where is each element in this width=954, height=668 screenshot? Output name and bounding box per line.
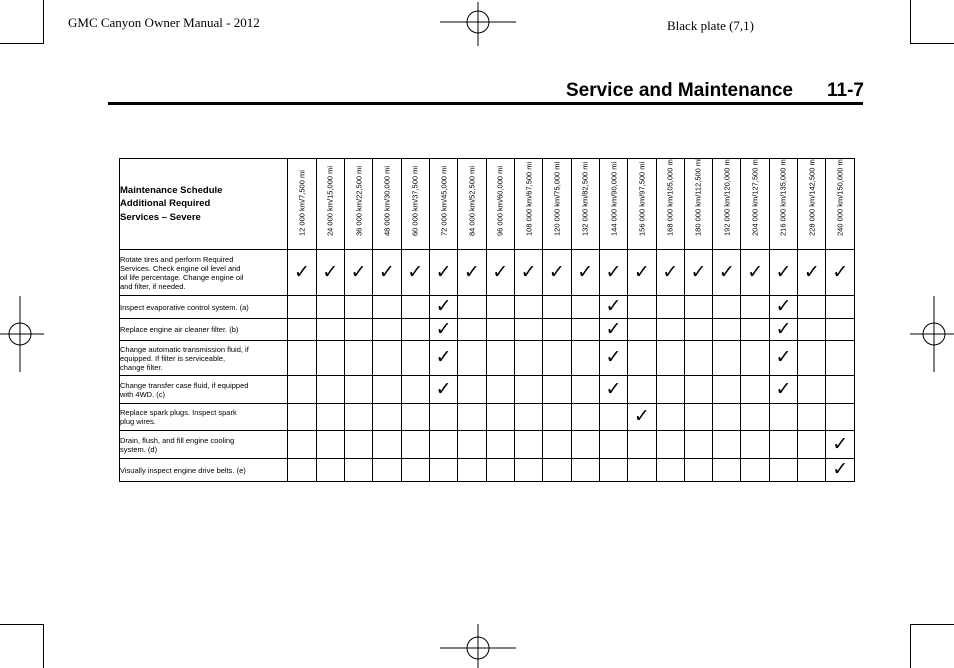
- schedule-cell: [826, 459, 855, 482]
- schedule-cell: [373, 431, 401, 459]
- schedule-cell: [656, 459, 684, 482]
- schedule-cell: [316, 431, 344, 459]
- interval-column-header: [798, 159, 826, 250]
- schedule-cell: [571, 296, 599, 319]
- check-mark-icon: ✓: [435, 296, 452, 317]
- schedule-cell: [543, 431, 571, 459]
- heading-rule: [108, 102, 863, 105]
- interval-column-header: [741, 159, 769, 250]
- service-description: [120, 376, 288, 404]
- section-title: Service and Maintenance: [565, 80, 794, 101]
- service-description: [120, 404, 288, 431]
- schedule-cell: [571, 376, 599, 404]
- schedule-cell: [656, 431, 684, 459]
- plate-label: Black plate (7,1): [667, 18, 754, 33]
- schedule-cell: [684, 319, 712, 341]
- schedule-cell: [798, 459, 826, 482]
- schedule-cell: [798, 431, 826, 459]
- schedule-cell: [316, 376, 344, 404]
- schedule-cell: [429, 431, 457, 459]
- interval-column-header: [401, 159, 429, 250]
- service-description: [120, 319, 288, 341]
- schedule-cell: [599, 341, 627, 376]
- schedule-cell: [571, 431, 599, 459]
- schedule-cell: [628, 319, 656, 341]
- schedule-cell: [826, 341, 855, 376]
- schedule-cell: [628, 296, 656, 319]
- schedule-cell: [741, 250, 769, 296]
- schedule-cell: [344, 250, 372, 296]
- schedule-cell: [486, 341, 514, 376]
- check-mark-icon: ✓: [492, 261, 509, 283]
- check-mark-icon: ✓: [435, 318, 452, 340]
- check-mark-icon: ✓: [548, 261, 565, 283]
- service-text-line: Drain, flush, and fill engine cooling: [120, 435, 235, 445]
- schedule-cell: [373, 319, 401, 341]
- schedule-cell: [599, 431, 627, 459]
- table-header-row: [120, 159, 855, 250]
- registration-mark-right: [910, 296, 954, 372]
- service-description: [120, 431, 288, 459]
- schedule-cell: [543, 319, 571, 341]
- schedule-cell: [741, 376, 769, 404]
- service-text-line: system. (d): [120, 444, 158, 454]
- check-mark-icon: ✓: [718, 261, 735, 283]
- interval-label: 108 000 km/67,500 mi: [524, 161, 534, 236]
- schedule-cell: [769, 459, 797, 482]
- schedule-cell: [401, 250, 429, 296]
- check-mark-icon: ✓: [662, 261, 679, 283]
- check-mark-icon: ✓: [775, 347, 792, 368]
- schedule-cell: [769, 296, 797, 319]
- schedule-cell: [571, 319, 599, 341]
- schedule-cell: [486, 250, 514, 296]
- schedule-cell: [401, 341, 429, 376]
- check-mark-icon: ✓: [378, 261, 395, 283]
- table-corner-label: [120, 159, 288, 250]
- table-row: [120, 431, 855, 459]
- schedule-cell: [514, 319, 542, 341]
- interval-label: 216 000 km/135,000 mi: [778, 157, 788, 236]
- interval-column-header: [713, 159, 741, 250]
- interval-column-header: [316, 159, 344, 250]
- corner-line: Services – Severe: [120, 211, 201, 223]
- service-text-line: equipped. If filter is serviceable,: [120, 353, 226, 363]
- check-mark-icon: ✓: [577, 261, 594, 283]
- check-mark-icon: ✓: [293, 261, 310, 283]
- schedule-cell: [514, 431, 542, 459]
- check-mark-icon: ✓: [605, 261, 622, 283]
- interval-label: 192 000 km/120,000 mi: [722, 157, 732, 236]
- schedule-cell: [684, 404, 712, 431]
- schedule-cell: [769, 341, 797, 376]
- schedule-cell: [628, 459, 656, 482]
- schedule-cell: [486, 459, 514, 482]
- schedule-cell: [458, 431, 486, 459]
- schedule-cell: [344, 341, 372, 376]
- schedule-cell: [344, 431, 372, 459]
- service-text-line: Rotate tires and perform Required: [120, 254, 234, 264]
- table-row: [120, 250, 855, 296]
- schedule-cell: [571, 459, 599, 482]
- schedule-cell: [656, 250, 684, 296]
- interval-column-header: [599, 159, 627, 250]
- schedule-cell: [571, 404, 599, 431]
- interval-label: 24 000 km/15,000 mi: [325, 165, 335, 236]
- schedule-cell: [628, 376, 656, 404]
- schedule-cell: [741, 404, 769, 431]
- interval-column-header: [628, 159, 656, 250]
- check-mark-icon: ✓: [832, 433, 849, 455]
- interval-column-header: [344, 159, 372, 250]
- schedule-cell: [769, 404, 797, 431]
- schedule-cell: [316, 459, 344, 482]
- crop-mark: [0, 624, 44, 625]
- schedule-cell: [543, 341, 571, 376]
- service-text-line: Change transfer case fluid, if equipped: [120, 380, 249, 390]
- check-mark-icon: ✓: [605, 347, 622, 368]
- service-text-line: Change automatic transmission fluid, if: [120, 344, 249, 354]
- schedule-cell: [713, 250, 741, 296]
- schedule-cell: [571, 341, 599, 376]
- schedule-cell: [684, 376, 712, 404]
- table-row: [120, 404, 855, 431]
- check-mark-icon: ✓: [832, 261, 849, 283]
- crop-mark: [910, 0, 911, 44]
- schedule-cell: [486, 431, 514, 459]
- page-number: 11-7: [827, 80, 864, 101]
- schedule-cell: [656, 296, 684, 319]
- interval-column-header: [656, 159, 684, 250]
- schedule-cell: [769, 250, 797, 296]
- schedule-cell: [769, 376, 797, 404]
- interval-label: 96 000 km/60,000 mi: [495, 165, 505, 236]
- check-mark-icon: ✓: [435, 347, 452, 368]
- interval-column-header: [429, 159, 457, 250]
- schedule-cell: [458, 319, 486, 341]
- schedule-cell: [599, 404, 627, 431]
- interval-label: 168 000 km/105,000 mi: [665, 157, 675, 236]
- registration-mark-top: [440, 2, 516, 46]
- table-row: [120, 376, 855, 404]
- schedule-cell: [741, 319, 769, 341]
- schedule-cell: [798, 250, 826, 296]
- schedule-cell: [288, 250, 316, 296]
- schedule-cell: [288, 404, 316, 431]
- schedule-cell: [344, 459, 372, 482]
- interval-label: 60 000 km/37,500 mi: [410, 165, 420, 236]
- schedule-cell: [571, 250, 599, 296]
- schedule-cell: [429, 296, 457, 319]
- crop-mark: [910, 624, 954, 625]
- service-description: [120, 341, 288, 376]
- schedule-cell: [458, 459, 486, 482]
- schedule-cell: [288, 376, 316, 404]
- schedule-cell: [741, 341, 769, 376]
- schedule-cell: [543, 296, 571, 319]
- schedule-cell: [656, 341, 684, 376]
- schedule-cell: [713, 376, 741, 404]
- check-mark-icon: ✓: [775, 296, 792, 317]
- check-mark-icon: ✓: [605, 296, 622, 317]
- table-row: [120, 296, 855, 319]
- schedule-cell: [684, 296, 712, 319]
- schedule-cell: [344, 296, 372, 319]
- schedule-cell: [769, 431, 797, 459]
- schedule-cell: [514, 296, 542, 319]
- schedule-cell: [458, 296, 486, 319]
- schedule-cell: [656, 319, 684, 341]
- schedule-cell: [741, 296, 769, 319]
- interval-column-header: [826, 159, 855, 250]
- schedule-cell: [401, 404, 429, 431]
- schedule-cell: [599, 296, 627, 319]
- schedule-cell: [599, 459, 627, 482]
- interval-label: 228 000 km/142,500 mi: [807, 157, 817, 236]
- crop-mark: [43, 0, 44, 44]
- check-mark-icon: ✓: [407, 261, 424, 283]
- schedule-cell: [373, 459, 401, 482]
- schedule-cell: [429, 459, 457, 482]
- schedule-cell: [628, 250, 656, 296]
- check-mark-icon: ✓: [775, 378, 792, 400]
- schedule-cell: [373, 404, 401, 431]
- table-row: [120, 459, 855, 482]
- check-mark-icon: ✓: [350, 261, 367, 283]
- schedule-cell: [514, 459, 542, 482]
- schedule-cell: [458, 250, 486, 296]
- check-mark-icon: ✓: [605, 378, 622, 400]
- schedule-cell: [401, 459, 429, 482]
- crop-mark: [43, 624, 44, 668]
- schedule-cell: [373, 341, 401, 376]
- schedule-cell: [401, 431, 429, 459]
- document-header: GMC Canyon Owner Manual - 2012: [68, 15, 260, 30]
- section-heading: [566, 80, 864, 102]
- schedule-cell: [826, 376, 855, 404]
- schedule-cell: [599, 250, 627, 296]
- schedule-cell: [401, 319, 429, 341]
- interval-label: 84 000 km/52,500 mi: [467, 165, 477, 236]
- schedule-cell: [713, 341, 741, 376]
- check-mark-icon: ✓: [435, 261, 452, 283]
- service-text-line: change filter.: [120, 362, 163, 372]
- interval-label: 156 000 km/97,500 mi: [637, 161, 647, 236]
- schedule-cell: [514, 341, 542, 376]
- schedule-cell: [514, 404, 542, 431]
- schedule-cell: [628, 404, 656, 431]
- schedule-cell: [798, 376, 826, 404]
- schedule-cell: [316, 404, 344, 431]
- schedule-cell: [543, 250, 571, 296]
- corner-line: Additional Required: [120, 198, 211, 210]
- schedule-cell: [514, 376, 542, 404]
- schedule-cell: [288, 319, 316, 341]
- schedule-cell: [373, 296, 401, 319]
- check-mark-icon: ✓: [832, 459, 849, 480]
- schedule-cell: [769, 319, 797, 341]
- check-mark-icon: ✓: [747, 261, 764, 283]
- schedule-cell: [514, 250, 542, 296]
- schedule-cell: [288, 296, 316, 319]
- table-row: [120, 319, 855, 341]
- registration-mark-bottom: [440, 624, 516, 668]
- schedule-cell: [656, 404, 684, 431]
- schedule-cell: [486, 319, 514, 341]
- check-mark-icon: ✓: [690, 261, 707, 283]
- schedule-cell: [798, 404, 826, 431]
- schedule-cell: [741, 459, 769, 482]
- schedule-cell: [826, 296, 855, 319]
- schedule-cell: [826, 431, 855, 459]
- interval-label: 36 000 km/22,500 mi: [354, 165, 364, 236]
- interval-label: 48 000 km/30,000 mi: [382, 165, 392, 236]
- interval-label: 180 000 km/112,500 mi: [693, 158, 703, 236]
- schedule-cell: [543, 459, 571, 482]
- schedule-cell: [713, 404, 741, 431]
- service-description: [120, 459, 288, 482]
- interval-column-header: [373, 159, 401, 250]
- check-mark-icon: ✓: [463, 261, 480, 283]
- schedule-cell: [543, 404, 571, 431]
- schedule-cell: [429, 376, 457, 404]
- service-text-line: Services. Check engine oil level and: [120, 263, 241, 273]
- interval-column-header: [571, 159, 599, 250]
- interval-column-header: [288, 159, 316, 250]
- schedule-cell: [628, 341, 656, 376]
- interval-column-header: [486, 159, 514, 250]
- service-description: [120, 250, 288, 296]
- service-text-line: Visually inspect engine drive belts. (e): [120, 465, 246, 475]
- crop-mark: [0, 43, 44, 44]
- schedule-cell: [401, 296, 429, 319]
- schedule-cell: [373, 376, 401, 404]
- schedule-cell: [316, 319, 344, 341]
- check-mark-icon: ✓: [803, 261, 820, 283]
- schedule-cell: [316, 296, 344, 319]
- interval-column-header: [684, 159, 712, 250]
- interval-label: 240 000 km/150,000 mi: [835, 157, 845, 236]
- service-text-line: oil life percentage. Change engine oil: [120, 272, 244, 282]
- check-mark-icon: ✓: [633, 406, 650, 427]
- schedule-cell: [599, 319, 627, 341]
- schedule-cell: [798, 296, 826, 319]
- schedule-cell: [486, 404, 514, 431]
- check-mark-icon: ✓: [775, 318, 792, 340]
- schedule-cell: [373, 250, 401, 296]
- schedule-cell: [344, 404, 372, 431]
- interval-label: 120 000 km/75,000 mi: [552, 161, 562, 236]
- schedule-cell: [344, 319, 372, 341]
- schedule-cell: [798, 319, 826, 341]
- schedule-cell: [798, 341, 826, 376]
- schedule-cell: [344, 376, 372, 404]
- interval-label: 72 000 km/45,000 mi: [439, 165, 449, 236]
- schedule-cell: [316, 341, 344, 376]
- schedule-cell: [429, 341, 457, 376]
- schedule-cell: [684, 431, 712, 459]
- corner-line: Maintenance Schedule: [120, 184, 223, 196]
- schedule-cell: [288, 341, 316, 376]
- check-mark-icon: ✓: [775, 261, 792, 283]
- schedule-cell: [599, 376, 627, 404]
- schedule-cell: [429, 319, 457, 341]
- schedule-cell: [826, 319, 855, 341]
- service-text-line: plug wires.: [120, 417, 156, 426]
- service-text-line: Replace engine air cleaner filter. (b): [120, 325, 239, 334]
- check-mark-icon: ✓: [633, 261, 650, 283]
- schedule-cell: [713, 431, 741, 459]
- interval-column-header: [458, 159, 486, 250]
- schedule-cell: [288, 459, 316, 482]
- crop-mark: [910, 43, 954, 44]
- schedule-cell: [429, 250, 457, 296]
- service-description: [120, 296, 288, 319]
- interval-column-header: [769, 159, 797, 250]
- interval-label: 132 000 km/82,500 mi: [580, 161, 590, 236]
- schedule-cell: [401, 376, 429, 404]
- check-mark-icon: ✓: [605, 318, 622, 340]
- schedule-cell: [429, 404, 457, 431]
- schedule-cell: [316, 250, 344, 296]
- schedule-cell: [826, 404, 855, 431]
- schedule-cell: [486, 296, 514, 319]
- service-text-line: with 4WD. (c): [120, 389, 165, 399]
- interval-label: 144 000 km/90,000 mi: [609, 161, 618, 236]
- schedule-cell: [656, 376, 684, 404]
- schedule-cell: [684, 341, 712, 376]
- interval-label: 12 000 km/7,500 mi: [297, 170, 307, 236]
- schedule-cell: [741, 431, 769, 459]
- crop-mark: [910, 624, 911, 668]
- schedule-cell: [713, 319, 741, 341]
- service-text-line: Inspect evaporative control system. (a): [120, 302, 249, 312]
- maintenance-schedule-table: [119, 158, 855, 482]
- check-mark-icon: ✓: [520, 261, 537, 283]
- schedule-cell: [458, 341, 486, 376]
- check-mark-icon: ✓: [322, 261, 339, 283]
- schedule-cell: [826, 250, 855, 296]
- schedule-cell: [628, 431, 656, 459]
- schedule-cell: [684, 459, 712, 482]
- schedule-cell: [486, 376, 514, 404]
- schedule-cell: [458, 376, 486, 404]
- service-text-line: and filter, if needed.: [120, 281, 186, 291]
- check-mark-icon: ✓: [435, 378, 452, 400]
- interval-column-header: [543, 159, 571, 250]
- schedule-cell: [458, 404, 486, 431]
- schedule-cell: [713, 459, 741, 482]
- schedule-cell: [684, 250, 712, 296]
- schedule-cell: [543, 376, 571, 404]
- table-row: [120, 341, 855, 376]
- service-text-line: Replace spark plugs. Inspect spark: [120, 408, 237, 417]
- registration-mark-left: [0, 296, 44, 372]
- interval-column-header: [514, 159, 542, 250]
- schedule-cell: [288, 431, 316, 459]
- schedule-cell: [713, 296, 741, 319]
- interval-label: 204 000 km/127,500 mi: [750, 157, 760, 236]
